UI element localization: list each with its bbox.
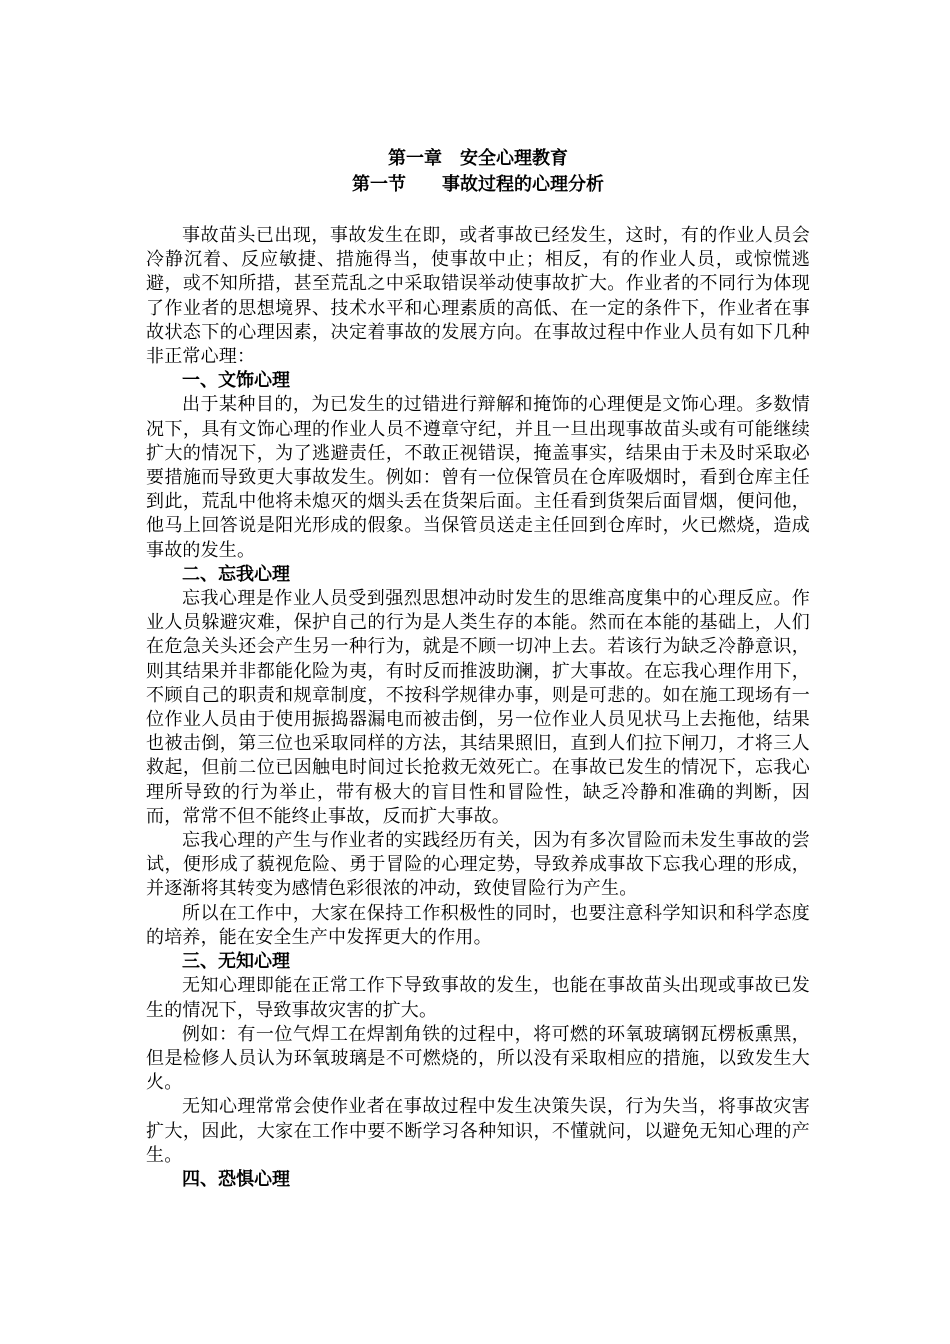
section-title: 第一节 事故过程的心理分析 xyxy=(352,174,604,195)
chapter-title: 第一章 安全心理教育 xyxy=(388,148,568,169)
document-page xyxy=(146,146,810,1192)
heading-wuzhi: 三、无知心理 xyxy=(182,951,290,973)
paragraph-wangwo-2: 忘我心理的产生与作业者的实践经历有关，因为有多次冒险而未发生事故的尝试，便形成了藐视危险、勇于冒险的心理定势，导致养成事故下忘我心理的形成，并逐渐将其转变为感情色彩很浓的冲动，致使冒险行为产生。 xyxy=(146,830,810,900)
intro-paragraph: 事故苗头已出现，事故发生在即，或者事故已经发生，这时，有的作业人员会冷静沉着、反应敏捷、措施得当，使事故中止；相反，有的作业人员，或惊慌逃避，或不知所措，甚至荒乱之中采取错误举动使事故扩大。作业者的不同行为体现了作业者的思想境界、技术水平和心理素质的高低、在一定的条件下，作业者在事故状态下的心理因素，决定着事故的发展方向。在事故过程中作业人员有如下几种非正常心理： xyxy=(146,225,810,368)
heading-wenshi: 一、文饰心理 xyxy=(182,370,290,392)
paragraph-wenshi-1: 出于某种目的，为已发生的过错进行辩解和掩饰的心理便是文饰心理。多数情况下，具有文饰心理的作业人员不遵章守纪，并且一旦出现事故苗头或有可能继续扩大的情况下，为了逃避责任，不敢正视错误，掩盖事实，结果由于未及时采取必要措施而导致更大事故发生。例如：曾有一位保管员在仓库吸烟时，看到仓库主任到此，荒乱中他将未熄灭的烟头丢在货架后面。主任看到货架后面冒烟，便问他，他马上回答说是阳光形成的假象。当保管员送走主任回到仓库时，火已燃烧，造成事故的发生。 xyxy=(146,394,810,561)
heading-kongju: 四、恐惧心理 xyxy=(182,1168,290,1190)
paragraph-wuzhi-3: 无知心理常常会使作业者在事故过程中发生决策失误，行为失当，将事故灾害扩大，因此，大家在工作中要不断学习各种知识，不懂就问，以避免无知心理的产生。 xyxy=(146,1096,810,1166)
paragraph-wangwo-3: 所以在工作中，大家在保持工作积极性的同时，也要注意科学知识和科学态度的培养，能在安全生产中发挥更大的作用。 xyxy=(146,902,810,948)
heading-wangwo: 二、忘我心理 xyxy=(182,563,290,585)
paragraph-wangwo-1: 忘我心理是作业人员受到强烈思想冲动时发生的思维高度集中的心理反应。作业人员躲避灾难，保护自己的行为是人类生存的本能。然而在本能的基础上，人们在危急关头还会产生另一种行为，就是不顾一切冲上去。若该行为缺乏冷静意识，则其结果并非都能化险为夷，有时反而推波助澜，扩大事故。在忘我心理作用下，不顾自己的职责和规章制度，不按科学规律办事，则是可悲的。如在施工现场有一位作业人员由于使用振捣器漏电而被击倒，另一位作业人员见状马上去拖他，结果也被击倒，第三位也采取同样的方法，其结果照旧，直到人们拉下闸刀，才将三人救起，但前二位已因触电时间过长抢救无效死亡。在事故已发生的情况下，忘我心理所导致的行为举止，带有极大的盲目性和冒险性，缺乏冷静和准确的判断，因而，常常不但不能终止事故，反而扩大事故。 xyxy=(146,588,810,827)
paragraph-wuzhi-1: 无知心理即能在正常工作下导致事故的发生，也能在事故苗头出现或事故已发生的情况下，导致事故灾害的扩大。 xyxy=(146,975,810,1021)
paragraph-wuzhi-2: 例如：有一位气焊工在焊割角铁的过程中，将可燃的环氧玻璃钢瓦楞板熏黑，但是检修人员认为环氧玻璃是不可燃烧的，所以没有采取相应的措施，以致发生大火。 xyxy=(146,1023,810,1094)
